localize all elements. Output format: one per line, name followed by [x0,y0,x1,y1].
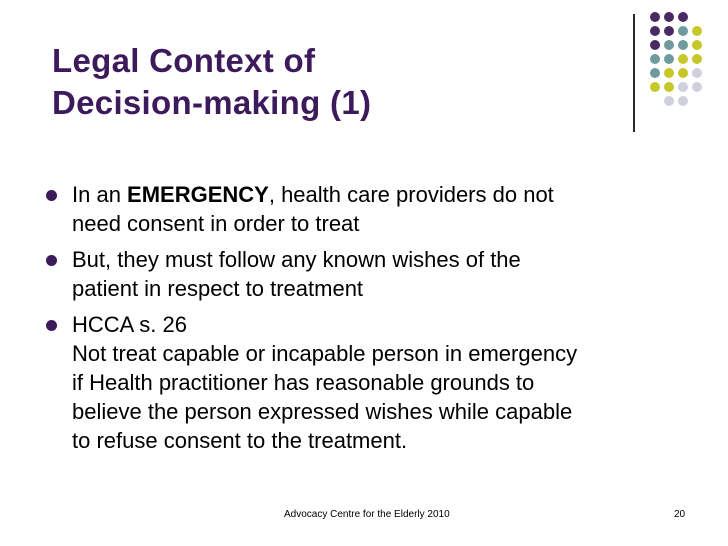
dot [692,68,702,78]
dot [650,54,660,64]
footer-text: Advocacy Centre for the Elderly 2010 [284,509,450,520]
bullet-line: to refuse consent to the treatment. [72,428,408,453]
dot [650,82,660,92]
bullet-line: Not treat capable or incapable person in emergency [72,341,578,366]
dot [678,96,688,106]
title-line-2: Decision-making (1) [52,84,372,121]
bullet-item [46,180,686,238]
bullet-dot-icon [46,190,57,201]
dot [664,54,674,64]
bullet-line: But, they must follow any known wishes of the [72,247,521,272]
bullet-text: In an [72,182,128,207]
emergency-emphasis: EMERGENCY [127,182,269,207]
dot [664,12,674,22]
dot [678,68,688,78]
bullet-line: if Health practitioner has reasonable grounds to [72,370,535,395]
dot [664,82,674,92]
bullet-item [46,310,686,455]
dot [678,54,688,64]
bullet-line: patient in respect to treatment [72,276,364,301]
bullet-list [46,180,686,462]
slide-footer [0,507,728,525]
dot [664,68,674,78]
bullet-line: HCCA s. 26 [72,312,187,337]
dot [678,26,688,36]
dot [692,54,702,64]
decorative-dot-grid [0,0,728,140]
bullet-line: need consent in order to treat [72,211,360,236]
dot [650,26,660,36]
dot [664,26,674,36]
bullet-line: believe the person expressed wishes while capable [72,399,573,424]
bullet-text: , health care providers do not [268,182,554,207]
bullet-line [72,180,686,209]
dot [692,82,702,92]
dot [692,40,702,50]
dot [650,68,660,78]
dot [678,82,688,92]
dot [664,40,674,50]
dot [650,12,660,22]
bullet-item [46,245,686,303]
dot [664,96,674,106]
bullet-dot-icon [46,255,57,266]
dot [650,40,660,50]
dot [692,26,702,36]
bullet-dot-icon [46,320,57,331]
dot [678,40,688,50]
page-number: 20 [674,509,686,520]
title-line-1: Legal Context of [52,42,316,79]
dot [678,12,688,22]
